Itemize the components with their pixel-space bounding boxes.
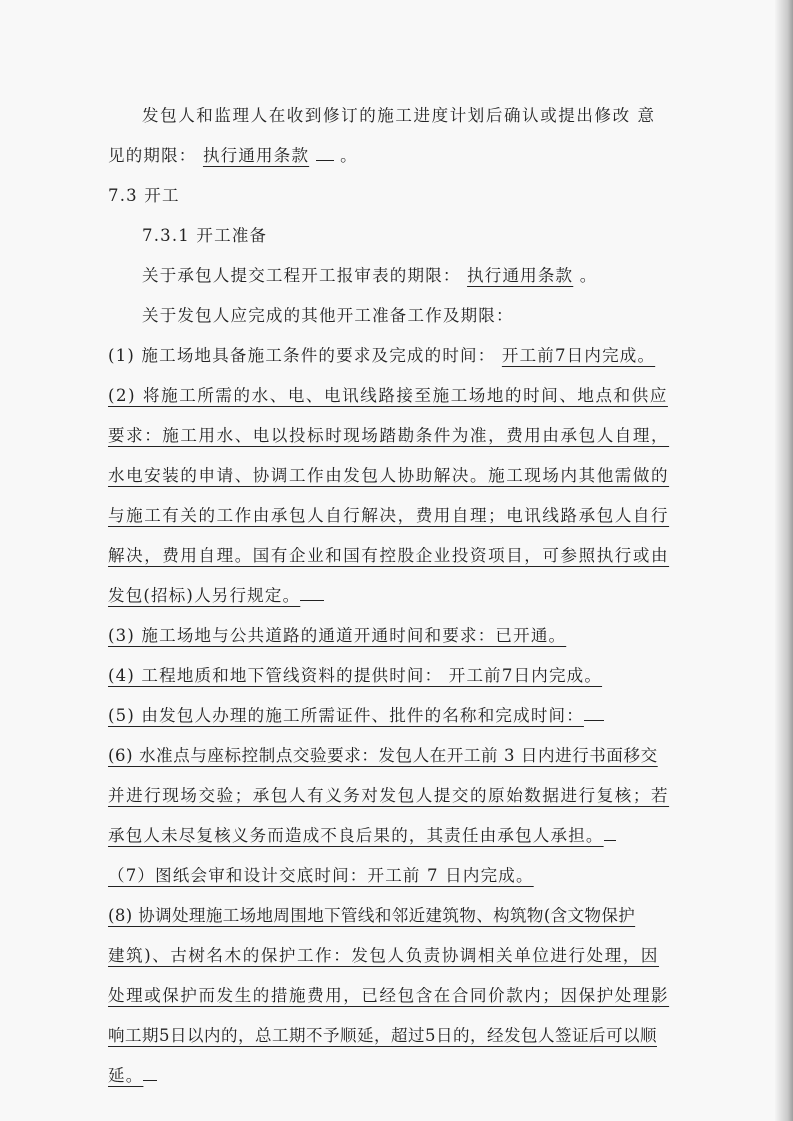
list-item-line: 要求：施工用水、电以投标时现场踏勘条件为准，费用由承包人自理， bbox=[108, 426, 670, 445]
list-item-line bbox=[108, 816, 693, 856]
list-item: (3) 施工场地与公共道路的通道开通时间和要求：已开通。 bbox=[108, 626, 567, 645]
list-item-line: 处理或保护而发生的措施费用，已经包含在合同价款内；因保护处理影 bbox=[108, 986, 670, 1005]
list-item-line: (6) 水准点与座标控制点交验要求：发包人在开工前 3 日内进行书面移交 bbox=[108, 746, 658, 765]
label-text: 见的期限： bbox=[108, 146, 197, 165]
list-item-line: 响工期5日以内的，总工期不予顺延，超过5日的，经发包人签证后可以顺 bbox=[108, 1026, 657, 1045]
list-item-line: (2) 将施工所需的水、电、电讯线路接至施工场地的时间、地点和供应 bbox=[108, 386, 668, 405]
filled-value: 开工前7日内完成。 bbox=[501, 346, 656, 365]
subsection-heading: 7.3.1 开工准备 bbox=[142, 226, 268, 245]
filled-value: 执行通用条款 bbox=[467, 266, 574, 285]
label-text: (1) 施工场地具备施工条件的要求及完成的时间： bbox=[108, 346, 496, 365]
document-body bbox=[108, 96, 693, 1096]
punctuation: 。 bbox=[340, 146, 358, 165]
section-heading: 7.3 开工 bbox=[108, 186, 180, 205]
filled-value: 承包人未尽复核义务而造成不良后果的，其责任由承包人承担。 bbox=[108, 826, 604, 845]
filled-value: 执行通用条款 bbox=[202, 146, 310, 165]
paragraph-line bbox=[108, 136, 693, 176]
list-item-line: 建筑)、古树名木的保护工作：发包人负责协调相关单位进行处理，因 bbox=[108, 946, 660, 965]
underline-blank bbox=[316, 160, 334, 161]
paragraph-line: 发包人和监理人在收到修订的施工进度计划后确认或提出修改 意 bbox=[142, 106, 656, 125]
filled-value: 发包(招标)人另行规定。 bbox=[108, 586, 301, 605]
underline-blank bbox=[300, 600, 324, 601]
filled-value: （7）图纸会审和设计交底时间：开工前 7 日内完成。 bbox=[108, 866, 534, 885]
list-item-line: 水电安装的申请、协调工作由发包人协助解决。施工现场内其他需做的 bbox=[108, 466, 670, 485]
paragraph-line: 关于发包人应完成的其他开工准备工作及期限： bbox=[142, 306, 514, 325]
list-item-line bbox=[108, 1056, 693, 1096]
list-item bbox=[108, 336, 693, 376]
list-item: (4) 工程地质和地下管线资料的提供时间： 开工前7日内完成。 bbox=[108, 666, 603, 685]
list-item-line: 并进行现场交验；承包人有义务对发包人提交的原始数据进行复核；若 bbox=[108, 786, 670, 805]
list-item bbox=[108, 856, 693, 896]
label-text: 关于承包人提交工程开工报审表的期限： bbox=[142, 266, 461, 285]
punctuation: 。 bbox=[579, 266, 598, 285]
list-item bbox=[108, 696, 693, 736]
list-item-line: (8) 协调处理施工场地周围地下管线和邻近建筑物、构筑物(含文物保护 bbox=[108, 906, 636, 925]
underline-blank bbox=[143, 1080, 157, 1081]
filled-value: (5) 由发包人办理的施工所需证件、批件的名称和完成时间： bbox=[108, 706, 584, 725]
underline-blank bbox=[584, 720, 604, 721]
page-binding-edge bbox=[775, 0, 793, 1121]
list-item-line: 与施工有关的工作由承包人自行解决，费用自理；电讯线路承包人自行 bbox=[108, 506, 670, 525]
list-item-line bbox=[108, 576, 693, 616]
list-item-line: 解决，费用自理。国有企业和国有控股企业投资项目，可参照执行或由 bbox=[108, 546, 670, 565]
paragraph-line bbox=[108, 256, 693, 296]
filled-value: 延。 bbox=[108, 1066, 144, 1085]
underline-blank bbox=[604, 840, 616, 841]
